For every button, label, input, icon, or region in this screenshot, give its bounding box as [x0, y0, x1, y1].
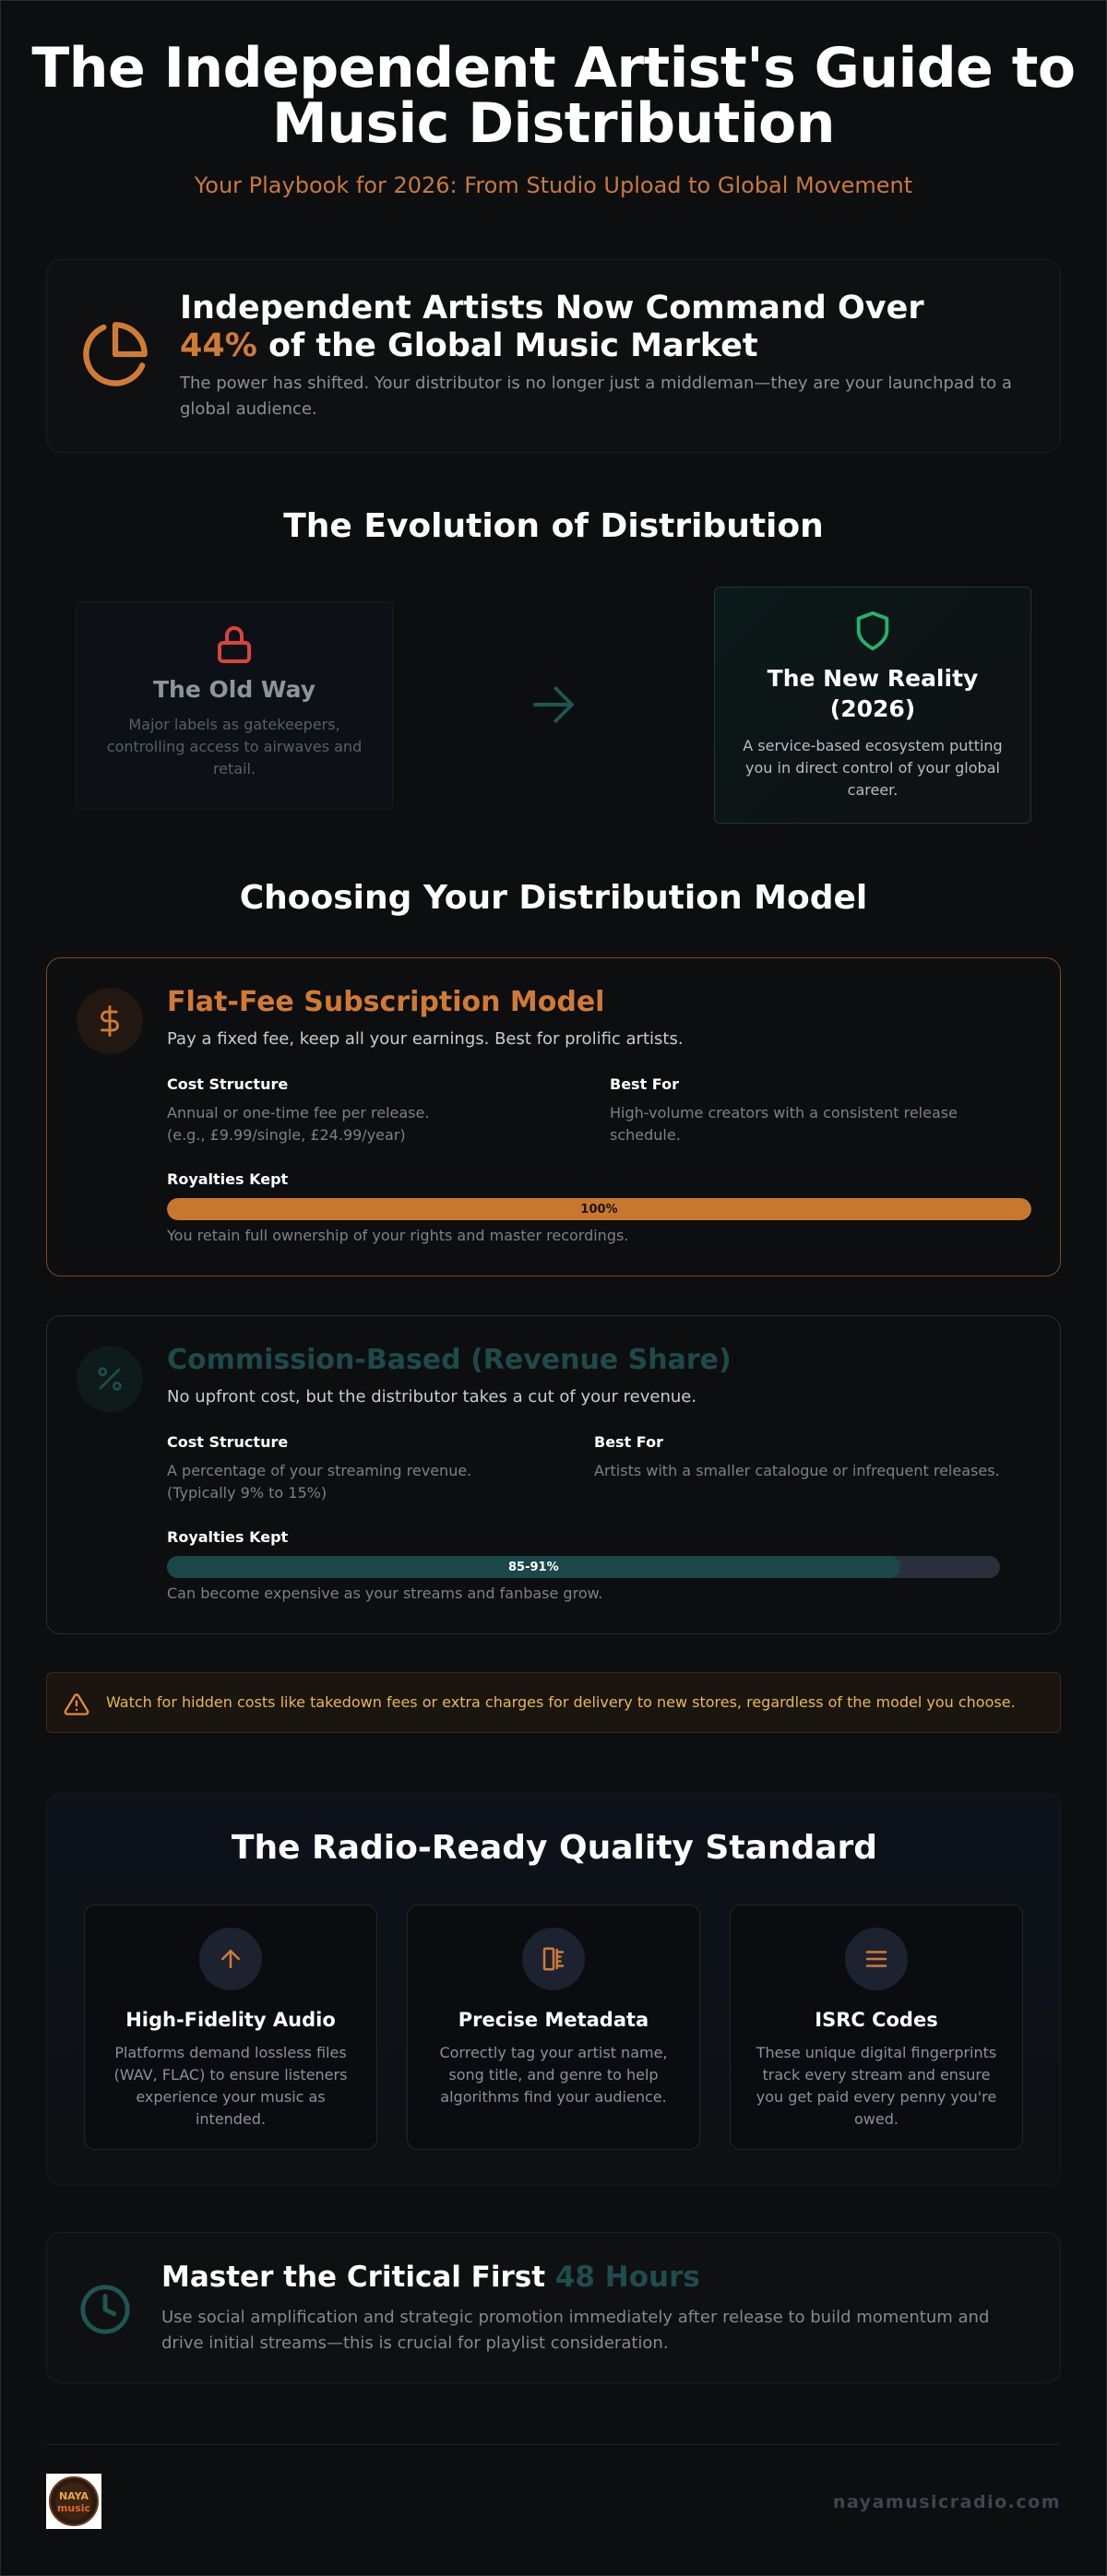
models-title: Choosing Your Distribution Model [239, 879, 868, 917]
commission-cost-text [167, 1460, 471, 1504]
flat-fee-model-card [46, 957, 1061, 1276]
first-48-hours-highlight: 48 Hours [554, 2261, 700, 2294]
market-share-percent: 44% [180, 327, 257, 364]
page-subtitle: Your Playbook for 2026: From Studio Upload to Global Movement [194, 172, 913, 198]
hidden-costs-warning [46, 1672, 1061, 1733]
flat-fee-royalties-value: 100% [580, 1202, 618, 1217]
new-reality-title: The New Reality (2026) [767, 665, 979, 722]
flat-fee-royalties-fill [167, 1198, 1031, 1220]
market-share-heading-prefix: Independent Artists Now Command Over [180, 290, 924, 326]
commission-title: Commission-Based (Revenue Share) [167, 1344, 732, 1376]
old-way-body: Major labels as gatekeepers, controlling access to airwaves and retail. [106, 716, 363, 778]
quality-card-metadata-icon-badge [522, 1928, 585, 1990]
market-share-card [46, 259, 1061, 453]
evolution-title: The Evolution of Distribution [283, 507, 824, 545]
dollar-icon [94, 1005, 125, 1037]
market-share-body: The power has shifted. Your distributor is no longer just a middleman—they are your launchpad to a global audience. [180, 374, 1012, 419]
commission-description: No upfront cost, but the distributor takes a cut of your revenue. [167, 1387, 697, 1407]
metadata-tag-icon [540, 1945, 567, 1973]
quality-card-metadata-title: Precise Metadata [458, 2009, 649, 2031]
quality-card-metadata-body: Correctly tag your artist name, song title, and genre to help algorithms find your audience. [439, 2044, 668, 2106]
clock-icon [78, 2283, 132, 2336]
brand-logo-mark [48, 2475, 100, 2527]
flat-fee-cost-line-2: (e.g., £9.99/single, £24.99/year) [167, 1126, 406, 1144]
flat-fee-royalties-label: Royalties Kept [167, 1170, 289, 1188]
commission-note: Can become expensive as your streams and fanbase grow. [167, 1585, 603, 1602]
flat-fee-icon-badge [77, 988, 143, 1054]
commission-royalties-fill [167, 1556, 900, 1578]
commission-royalties-value: 85-91% [508, 1560, 559, 1574]
first-48-hours-title-prefix: Master the Critical First [161, 2261, 546, 2294]
page-title [0, 36, 1107, 156]
footer-website-link[interactable]: nayamusicradio.com [832, 2492, 1061, 2512]
quality-card-isrc-icon-badge [845, 1928, 908, 1990]
quality-card-isrc-body: These unique digital fingerprints track every stream and ensure you get paid every penny you're owed. [756, 2044, 997, 2128]
quality-card-audio [84, 1905, 377, 2150]
flat-fee-best-text: High-volume creators with a consistent release schedule. [610, 1104, 958, 1144]
brand-logo-text-top: NAYA [58, 2490, 89, 2502]
commission-icon-badge [77, 1346, 143, 1412]
upload-arrow-icon [217, 1945, 244, 1973]
commission-royalties-bar [167, 1556, 1000, 1578]
footer-divider [46, 2444, 1061, 2445]
flat-fee-cost-line-1: Annual or one-time fee per release. [167, 1104, 430, 1122]
quality-standard-section [46, 1793, 1061, 2186]
old-way-title: The Old Way [152, 676, 315, 703]
commission-royalties-label: Royalties Kept [167, 1528, 289, 1546]
market-share-heading [180, 290, 1029, 365]
quality-card-isrc-title: ISRC Codes [815, 2009, 938, 2031]
first-48-hours-title [161, 2261, 700, 2294]
new-reality-card [714, 587, 1031, 824]
market-share-heading-suffix: of the Global Music Market [268, 327, 758, 364]
flat-fee-title: Flat-Fee Subscription Model [167, 986, 605, 1018]
warning-triangle-icon [62, 1692, 91, 1717]
first-48-hours-body: Use social amplification and strategic promotion immediately after release to build momentum and drive initial streams—this is crucial for playlist consideration. [161, 2308, 990, 2353]
flat-fee-cost-label: Cost Structure [167, 1075, 289, 1093]
arrow-right-icon [526, 677, 581, 732]
commission-cost-label: Cost Structure [167, 1433, 289, 1451]
hidden-costs-text: Watch for hidden costs like takedown fees or extra charges for delivery to new stores, regardless of the model you choose. [106, 1693, 1016, 1711]
commission-cost-line-1: A percentage of your streaming revenue. [167, 1462, 472, 1479]
quality-title: The Radio-Ready Quality Standard [231, 1829, 878, 1867]
commission-model-card [46, 1315, 1061, 1634]
flat-fee-best-label: Best For [610, 1075, 679, 1093]
brand-logo [46, 2474, 101, 2529]
quality-card-audio-body: Platforms demand lossless files (WAV, FLAC) to ensure listeners experience your music as intended. [113, 2044, 348, 2128]
shield-icon [851, 610, 894, 652]
commission-cost-line-2: (Typically 9% to 15%) [167, 1484, 327, 1502]
flat-fee-description: Pay a fixed fee, keep all your earnings. Best for prolific artists. [167, 1029, 684, 1049]
list-lines-icon [863, 1945, 890, 1973]
pie-chart-icon [80, 319, 150, 389]
flat-fee-royalties-bar [167, 1198, 1031, 1220]
lock-icon [212, 623, 256, 667]
first-48-hours-card [46, 2232, 1061, 2383]
old-way-card [76, 601, 393, 810]
flat-fee-cost-text [167, 1102, 429, 1146]
quality-card-audio-icon-badge [199, 1928, 262, 1990]
brand-logo-text-bottom: music [56, 2502, 91, 2514]
commission-best-label: Best For [594, 1433, 663, 1451]
page-title-line-1: The Independent Artist's Guide to [31, 36, 1076, 101]
percent-icon [94, 1363, 125, 1395]
new-reality-body: A service-based ecosystem putting you in direct control of your global career. [743, 737, 1003, 799]
quality-card-isrc [730, 1905, 1023, 2150]
flat-fee-note: You retain full ownership of your rights and master recordings. [167, 1227, 629, 1244]
page-title-line-2: Music Distribution [272, 91, 835, 156]
quality-card-audio-title: High-Fidelity Audio [125, 2009, 336, 2031]
commission-best-text: Artists with a smaller catalogue or infrequent releases. [594, 1462, 1000, 1479]
quality-card-metadata [407, 1905, 700, 2150]
